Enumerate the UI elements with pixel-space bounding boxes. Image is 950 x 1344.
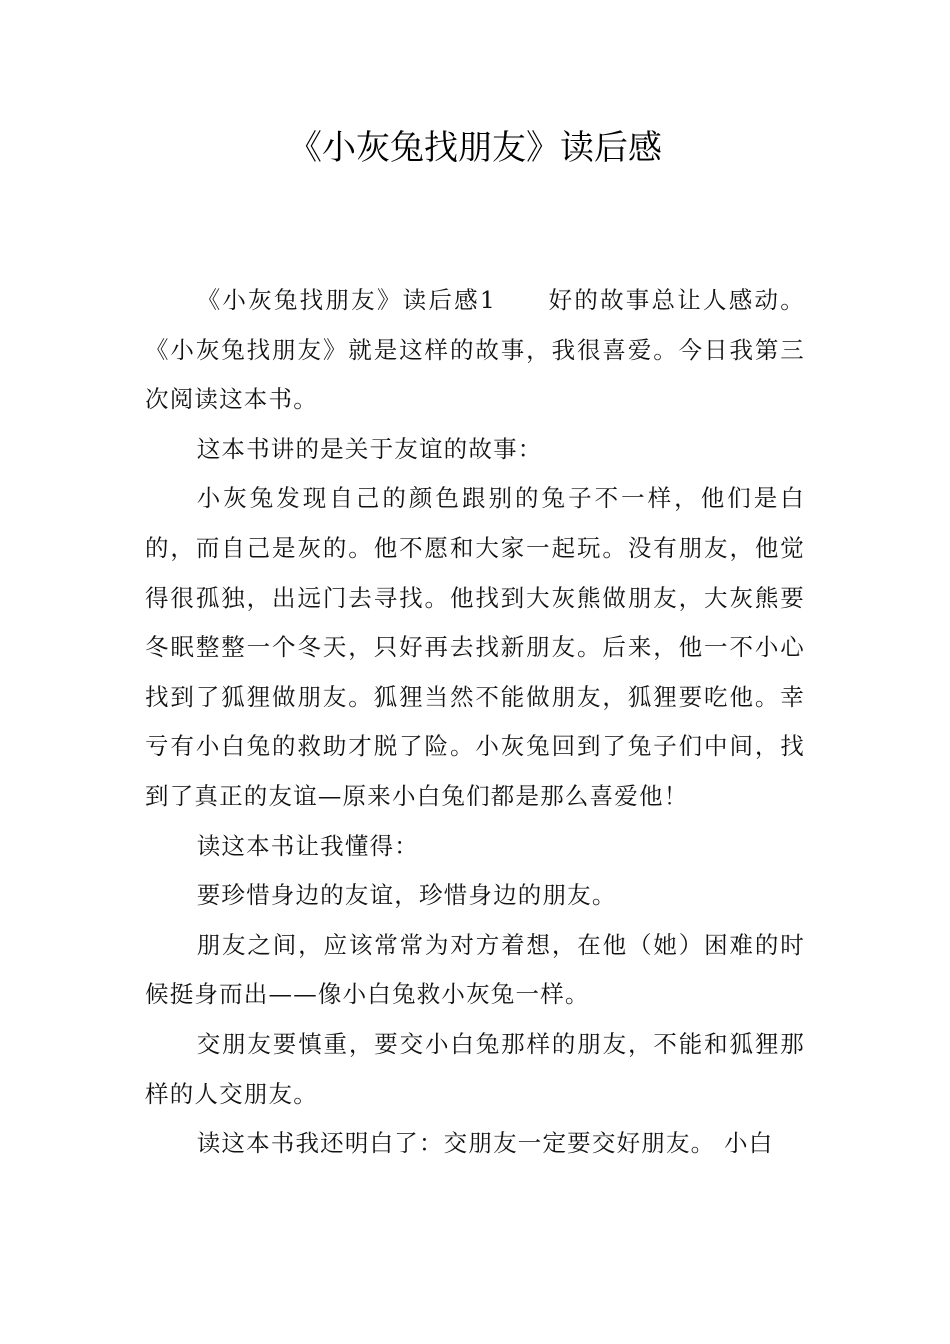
document-title: 《小灰兔找朋友》读后感 — [288, 128, 662, 168]
paragraph: 要珍惜身边的友谊，珍惜身边的朋友。 — [196, 881, 617, 910]
paragraph: 《小灰兔找朋友》读后感1 好的故事总让人感动。《小灰兔找朋友》就是这样的故事，我很喜爱。今日我第三次阅读这本书。 — [145, 286, 805, 414]
paragraph: 小灰兔发现自己的颜色跟别的兔子不一样，他们是白的，而自己是灰的。他不愿和大家一起玩。没有朋友，他觉得很孤独，出远门去寻找。他找到大灰熊做朋友，大灰熊要冬眠整整一个冬天，只好再去找新朋友。后来，他一不小心找到了狐狸做朋友。狐狸当然不能做朋友，狐狸要吃他。幸亏有小白兔的救助才脱了险。小灰兔回到了兔子们中间，找到了真正的友谊—原来小白兔们都是那么喜爱他！ — [145, 484, 805, 810]
document-body — [145, 276, 805, 1169]
paragraph: 交朋友要慎重，要交小白兔那样的朋友，不能和狐狸那样的人交朋友。 — [145, 1029, 805, 1108]
paragraph: 读这本书让我懂得： — [196, 831, 419, 860]
paragraph: 读这本书我还明白了：交朋友一定要交好朋友。 小白 — [196, 1129, 774, 1158]
paragraph: 这本书讲的是关于友谊的故事： — [196, 434, 543, 463]
paragraph: 朋友之间，应该常常为对方着想，在他（她）困难的时候挺身而出——像小白兔救小灰兔一样。 — [145, 930, 805, 1009]
